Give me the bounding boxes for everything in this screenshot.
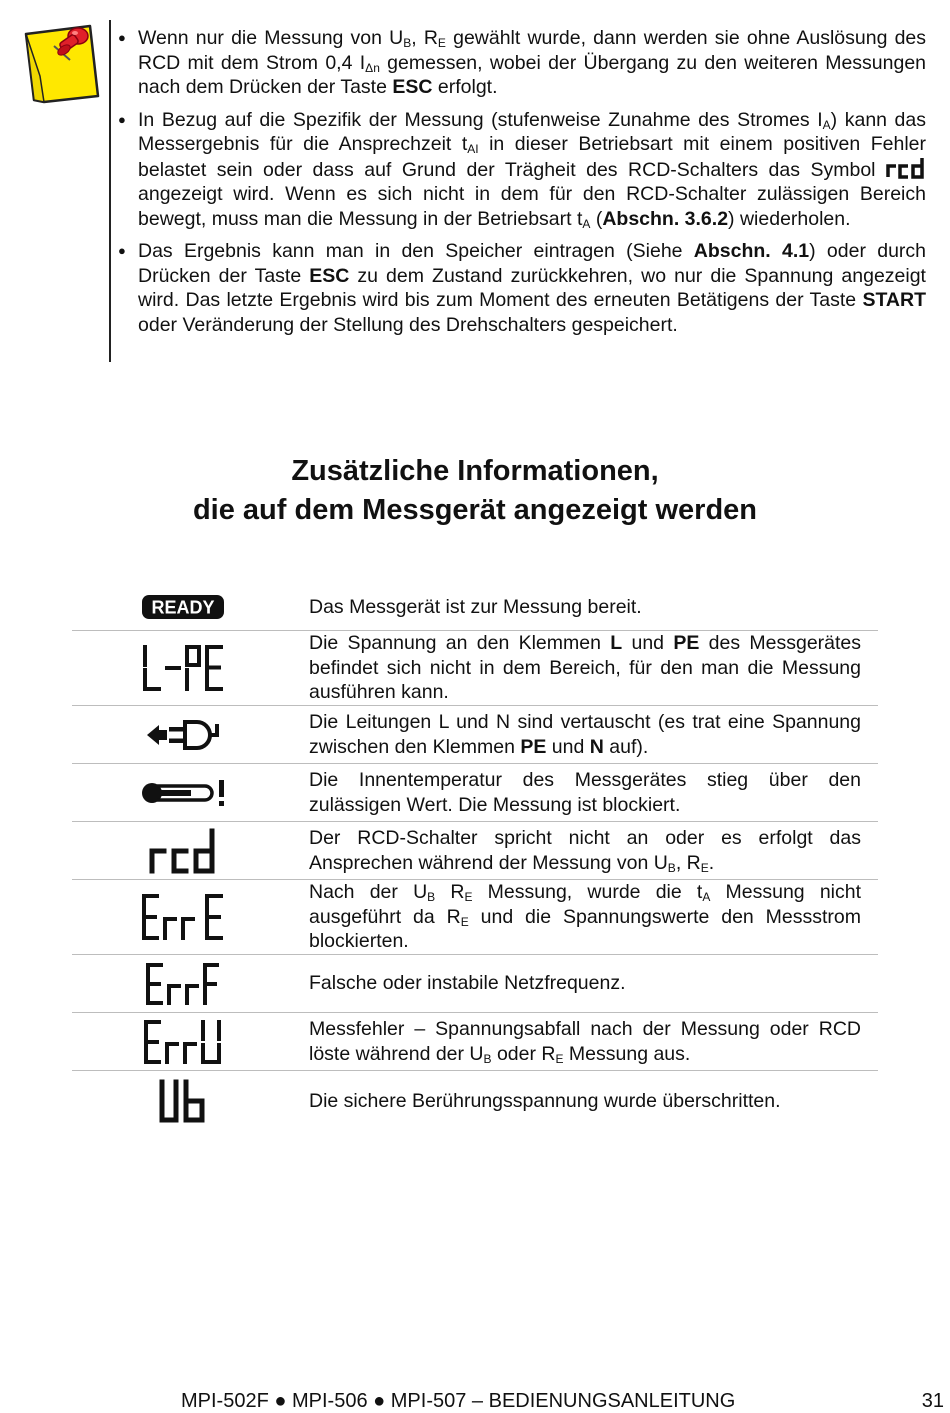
table-row <box>72 764 878 822</box>
table-row <box>72 706 878 764</box>
footer-title: MPI-502F ● MPI-506 ● MPI-507 – BEDIENUNGSANLEITUNG <box>181 1390 736 1412</box>
table-row <box>72 880 878 955</box>
err-f-display-icon <box>145 962 221 1006</box>
ready-badge-icon <box>141 594 225 620</box>
svg-text:READY: READY <box>151 597 215 618</box>
note-pin-icon <box>20 16 104 108</box>
bullet-item: ● Das Ergebnis kann man in den Speicher eintragen (Siehe Abschn. 4.1) oder durch Drücken der Taste ESC zu dem Zustand zurückkehren, wo nur die Spannung angezeigt wird. Das letzte Ergebnis wird bis zum Moment des erneuten Betätigens der Taste START oder Veränderung der Stellung des Drehschalters gespeichert. <box>118 239 926 337</box>
section-title: Zusätzliche Informationen, die auf dem Messgerät angezeigt werden <box>192 455 758 526</box>
note-margin-bar <box>109 20 111 362</box>
rcd-inline-icon <box>886 157 926 179</box>
err-u-display-icon <box>143 1019 223 1065</box>
plug-reversed-icon <box>143 718 223 752</box>
table-row <box>72 955 878 1013</box>
description-cell: Die Leitungen L und N sind vertauscht (es trat eine Spannung zwischen den Klemmen PE und N auf). <box>309 711 861 758</box>
symbol-cell <box>72 706 294 763</box>
bullet-item: ● In Bezug auf die Spezifik der Messung (stufenweise Zunahme des Stromes $I_A$) kann das Messergebnis für die Ansprechzeit $t_{AI}$ in dieser Betriebsart mit einem positiven Fehler belastet sein oder dass auf Grund der Trägheit des RCD-Schalters das Symbol angezeigt wird. Wenn es sich nicht in dem für den RCD-Schalter zulässigen Bereich bewegt, muss man die Messung in der Betriebsart $t_A$ (Abschn. 3.6.2) wiederholen. <box>118 108 926 232</box>
symbol-cell <box>72 1013 294 1070</box>
table-row <box>72 1071 878 1131</box>
note-bullet-list <box>118 26 926 345</box>
symbol-cell <box>72 822 294 879</box>
bullet-item: ● Wenn nur die Messung von $U_B$, $R_E$ gewählt wurde, dann werden sie ohne Auslösung des RCD mit dem Strom 0,4 $I_{\Delta n}$ gemessen, wobei der Übergang zu den weiteren Messungen nach dem Drücken der Taste ESC erfolgt. <box>118 26 926 100</box>
description-cell: Nach der $U_B$ $R_E$ Messung, wurde die $t_A$ Messung nicht ausgeführt da $R_E$ und die Spannungswerte den Messstrom blockierten. <box>309 881 862 953</box>
description-cell: Die Spannung an den Klemmen L und PE des Messgerätes befindet sich nicht in dem Bereich, für den man die Messung ausführen kann. <box>309 632 862 704</box>
table-row <box>72 584 878 631</box>
description-cell: Die Innentemperatur des Messgerätes stieg über den zulässigen Wert. Die Messung ist blockiert. <box>309 769 861 816</box>
description-cell: Falsche oder instabile Netzfrequenz. <box>309 972 626 995</box>
table-row <box>72 631 878 706</box>
symbol-cell <box>72 1071 294 1131</box>
symbol-cell <box>72 764 294 821</box>
display-info-table <box>72 584 878 1131</box>
symbol-cell <box>72 631 294 705</box>
description-cell: Die sichere Berührungsspannung wurde überschritten. <box>309 1089 781 1112</box>
description-cell: Das Messgerät ist zur Messung bereit. <box>309 595 642 618</box>
err-e-display-icon <box>141 893 225 941</box>
table-row <box>72 1013 878 1071</box>
description-cell: Messfehler – Spannungsabfall nach der Messung oder RCD löste während der $U_B$ oder $R_E$ Messung aus. <box>309 1018 861 1066</box>
page-number: 31 <box>921 1390 944 1412</box>
rcd-display-icon <box>148 828 218 874</box>
l-pe-display-icon <box>141 643 225 693</box>
page-footer <box>0 1390 950 1412</box>
table-row <box>72 822 878 880</box>
thermometer-warning-icon <box>139 778 227 808</box>
symbol-cell <box>72 955 294 1012</box>
ub-display-icon <box>158 1079 208 1123</box>
description-cell: Der RCD-Schalter spricht nicht an oder es erfolgt das Ansprechen während der Messung von $U_B$, $R_E$. <box>309 827 861 875</box>
symbol-cell <box>72 880 294 954</box>
symbol-cell <box>72 584 294 630</box>
